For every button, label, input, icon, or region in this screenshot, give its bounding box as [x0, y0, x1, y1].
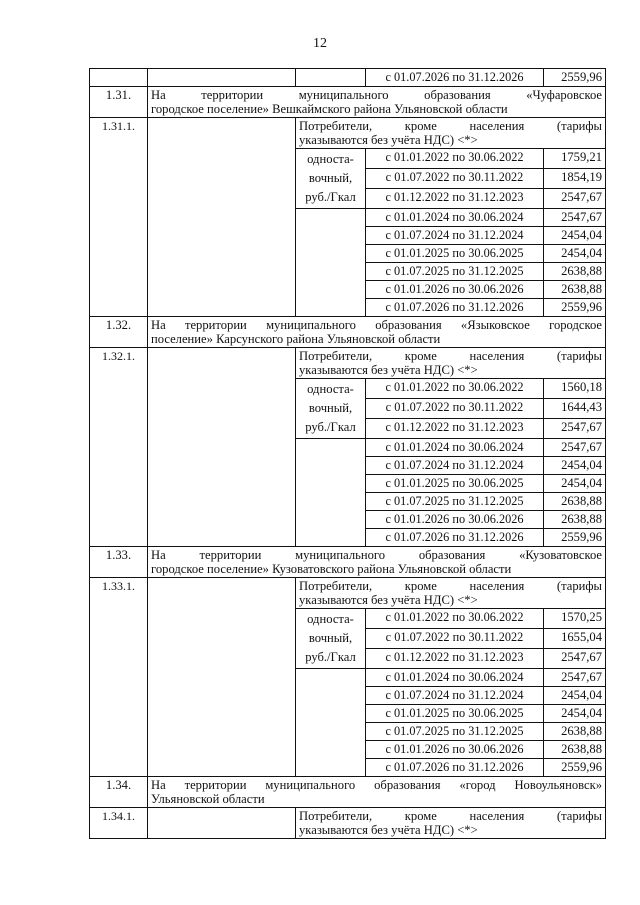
section-description-line: городское поселение» Кузоватовского района Ульяновской области [151, 562, 512, 576]
period-cell: с 01.07.2026 по 31.12.2026 [366, 69, 544, 87]
unit-line: односта- [307, 612, 354, 626]
period-cell: с 01.07.2024 по 31.12.2024 [366, 227, 544, 245]
period-cell: с 01.07.2026 по 31.12.2026 [366, 529, 544, 547]
section-number: 1.32. [90, 317, 148, 348]
tariff-value-cell: 2547,67 [544, 209, 606, 227]
tariff-value-cell: 1644,43 [544, 399, 606, 419]
unit-line: односта- [307, 152, 354, 166]
period-cell: с 01.07.2025 по 31.12.2025 [366, 493, 544, 511]
table-row [90, 69, 606, 87]
unit-line: руб./Гкал [305, 190, 356, 204]
section-number: 1.34. [90, 777, 148, 808]
tariff-value-cell: 1759,21 [544, 149, 606, 169]
period-cell: с 01.07.2025 по 31.12.2025 [366, 263, 544, 281]
consumer-description-line: Потребители, кроме населения (тарифы [299, 809, 602, 823]
empty-cell [296, 69, 366, 87]
period-cell: с 01.01.2022 по 30.06.2022 [366, 149, 544, 169]
empty-cell [148, 808, 296, 839]
tariff-value-cell: 2547,67 [544, 189, 606, 209]
consumer-description [296, 578, 606, 609]
tariff-value-cell: 2454,04 [544, 245, 606, 263]
unit-line: односта- [307, 382, 354, 396]
subsection-number: 1.34.1. [90, 808, 148, 839]
tariff-value-cell: 2547,67 [544, 439, 606, 457]
tariff-value-cell: 2559,96 [544, 69, 606, 87]
section-description [148, 547, 606, 578]
unit-line: вочный, [308, 401, 353, 415]
section-description [148, 317, 606, 348]
period-cell: с 01.07.2024 по 31.12.2024 [366, 687, 544, 705]
unit-cell [296, 379, 366, 439]
tariff-value-cell: 2638,88 [544, 281, 606, 299]
tariff-value-cell: 2638,88 [544, 493, 606, 511]
section-description [148, 87, 606, 118]
section-number: 1.33. [90, 547, 148, 578]
period-cell: с 01.07.2026 по 31.12.2026 [366, 759, 544, 777]
tariff-value-cell: 2559,96 [544, 759, 606, 777]
section-number: 1.31. [90, 87, 148, 118]
tariff-value-cell: 2454,04 [544, 687, 606, 705]
period-cell: с 01.01.2026 по 30.06.2026 [366, 511, 544, 529]
period-cell: с 01.12.2022 по 31.12.2023 [366, 189, 544, 209]
consumer-description-line: указываются без учёта НДС) <*> [299, 823, 478, 837]
period-cell: с 01.01.2026 по 30.06.2026 [366, 741, 544, 759]
empty-cell [148, 348, 296, 547]
section-description [148, 777, 606, 808]
tariff-value-cell: 1655,04 [544, 629, 606, 649]
section-row [90, 547, 606, 578]
section-description-line: На территории муниципального образования «Чуфаровское [151, 88, 602, 102]
subsection-number: 1.31.1. [90, 118, 148, 317]
period-cell: с 01.01.2025 по 30.06.2025 [366, 475, 544, 493]
section-description-line: Ульяновской области [151, 792, 265, 806]
tariff-value-cell: 1570,25 [544, 609, 606, 629]
period-cell: с 01.01.2025 по 30.06.2025 [366, 245, 544, 263]
consumer-description-line: указываются без учёта НДС) <*> [299, 363, 478, 377]
tariff-value-cell: 2638,88 [544, 263, 606, 281]
period-cell: с 01.07.2026 по 31.12.2026 [366, 299, 544, 317]
period-cell: с 01.07.2024 по 31.12.2024 [366, 457, 544, 475]
period-cell: с 01.01.2022 по 30.06.2022 [366, 609, 544, 629]
empty-cell [296, 209, 366, 317]
empty-cell [296, 669, 366, 777]
section-row [90, 317, 606, 348]
tariff-value-cell: 2454,04 [544, 227, 606, 245]
tariff-value-cell: 2638,88 [544, 511, 606, 529]
tariff-value-cell: 1854,19 [544, 169, 606, 189]
subsection-row [90, 578, 606, 609]
consumer-description [296, 118, 606, 149]
period-cell: с 01.01.2025 по 30.06.2025 [366, 705, 544, 723]
period-cell: с 01.12.2022 по 31.12.2023 [366, 419, 544, 439]
page-number: 12 [313, 36, 327, 51]
subsection-row [90, 808, 606, 839]
period-cell: с 01.07.2025 по 31.12.2025 [366, 723, 544, 741]
subsection-number: 1.33.1. [90, 578, 148, 777]
tariff-value-cell: 2547,67 [544, 649, 606, 669]
unit-line: руб./Гкал [305, 650, 356, 664]
tariff-value-cell: 2454,04 [544, 457, 606, 475]
tariff-value-cell: 2559,96 [544, 299, 606, 317]
period-cell: с 01.07.2022 по 30.11.2022 [366, 399, 544, 419]
unit-line: руб./Гкал [305, 420, 356, 434]
section-description-line: городское поселение» Вешкаймского района Ульяновской области [151, 102, 508, 116]
consumer-description-line: указываются без учёта НДС) <*> [299, 593, 478, 607]
tariff-value-cell: 2559,96 [544, 529, 606, 547]
consumer-description-line: Потребители, кроме населения (тарифы [299, 579, 602, 593]
section-row [90, 87, 606, 118]
unit-line: вочный, [308, 171, 353, 185]
consumer-description [296, 348, 606, 379]
tariff-table-body [90, 69, 606, 839]
period-cell: с 01.01.2024 по 30.06.2024 [366, 209, 544, 227]
consumer-description-line: указываются без учёта НДС) <*> [299, 133, 478, 147]
period-cell: с 01.01.2024 по 30.06.2024 [366, 439, 544, 457]
section-description-line: На территории муниципального образования «Языковское городское [151, 318, 602, 332]
tariff-value-cell: 2638,88 [544, 741, 606, 759]
consumer-description-line: Потребители, кроме населения (тарифы [299, 349, 602, 363]
section-description-line: На территории муниципального образования «город Новоульяновск» [151, 778, 602, 792]
empty-cell [148, 578, 296, 777]
section-description-line: поселение» Карсунского района Ульяновской области [151, 332, 441, 346]
consumer-description-line: Потребители, кроме населения (тарифы [299, 119, 602, 133]
subsection-number: 1.32.1. [90, 348, 148, 547]
unit-cell [296, 149, 366, 209]
unit-line: вочный, [308, 631, 353, 645]
period-cell: с 01.01.2022 по 30.06.2022 [366, 379, 544, 399]
section-description-line: На территории муниципального образования «Кузоватовское [151, 548, 602, 562]
tariff-value-cell: 1560,18 [544, 379, 606, 399]
empty-cell [148, 118, 296, 317]
tariff-value-cell: 2454,04 [544, 475, 606, 493]
consumer-description [296, 808, 606, 839]
tariff-value-cell: 2547,67 [544, 669, 606, 687]
period-cell: с 01.07.2022 по 30.11.2022 [366, 629, 544, 649]
section-row [90, 777, 606, 808]
empty-cell [148, 69, 296, 87]
period-cell: с 01.12.2022 по 31.12.2023 [366, 649, 544, 669]
tariff-table [89, 68, 606, 839]
subsection-row [90, 348, 606, 379]
empty-cell [296, 439, 366, 547]
period-cell: с 01.01.2026 по 30.06.2026 [366, 281, 544, 299]
period-cell: с 01.01.2024 по 30.06.2024 [366, 669, 544, 687]
period-cell: с 01.07.2022 по 30.11.2022 [366, 169, 544, 189]
empty-cell [90, 69, 148, 87]
tariff-value-cell: 2454,04 [544, 705, 606, 723]
tariff-value-cell: 2547,67 [544, 419, 606, 439]
subsection-row [90, 118, 606, 149]
tariff-value-cell: 2638,88 [544, 723, 606, 741]
unit-cell [296, 609, 366, 669]
